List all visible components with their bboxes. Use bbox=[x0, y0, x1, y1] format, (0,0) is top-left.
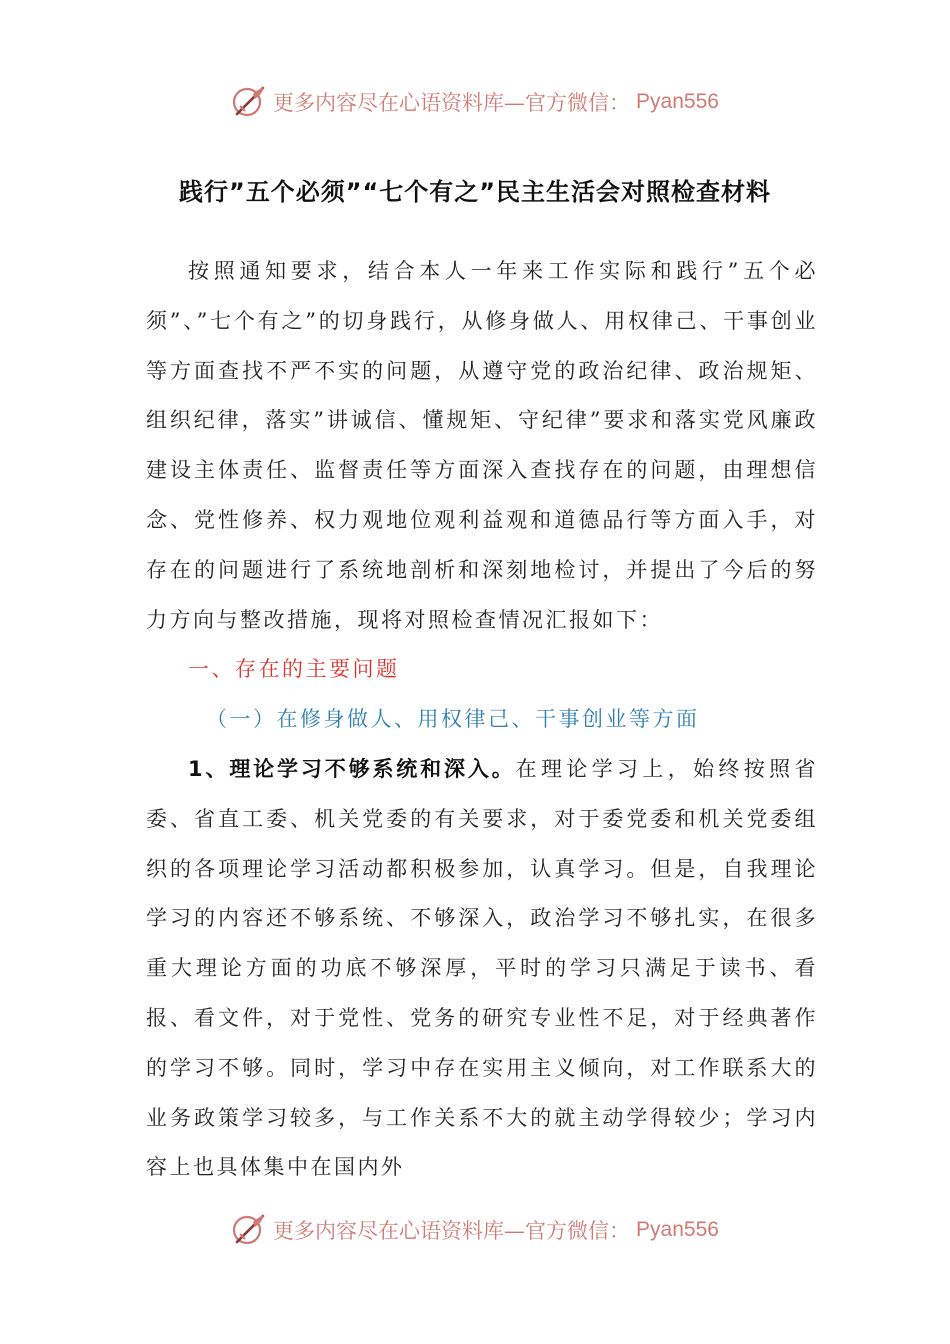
point-1-body: 在理论学习上，始终按照省委、省直工委、机关党委的有关要求，对于委党委和机关党委组织的各项理论学习活动都积极参加，认真学习。但是，自我理论学习的内容还不够系统、不够深入，政治学习不够扎实，在很多重大理论方面的功底不够深厚，平时的学习只满足于读书、看报、看文件，对于党性、党务的研究专业性不足，对于经典著作的学习不够。同时，学习中存在实用主义倾向，对工作联系大的业务政策学习较多，与工作关系不大的就主动学得较少；学习内容上也具体集中在国内外 bbox=[146, 756, 818, 1180]
quill-logo-icon bbox=[231, 84, 267, 120]
point-1-paragraph bbox=[146, 745, 818, 1193]
section-heading: 一、存在的主要问题 bbox=[188, 657, 400, 682]
header-banner-text: 更多内容尽在心语资料库—官方微信： bbox=[273, 91, 631, 115]
document-title: 践行”五个必须”“七个有之”民主生活会对照检查材料 bbox=[178, 178, 772, 206]
footer-wechat-id: Pyan556 bbox=[636, 1218, 719, 1241]
subsection-heading: （一）在修身做人、用权律己、干事创业等方面 bbox=[206, 707, 700, 732]
footer-banner-text: 更多内容尽在心语资料库—官方微信： bbox=[273, 1219, 631, 1243]
footer-banner bbox=[0, 1210, 950, 1250]
document-body bbox=[146, 247, 818, 1193]
intro-paragraph: 按照通知要求，结合本人一年来工作实际和践行”五个必须”、”七个有之”的切身践行，从修身做人、用权律己、干事创业等方面查找不严不实的问题，从遵守党的政治纪律、政治规矩、组织纪律，落实”讲诚信、懂规矩、守纪律”要求和落实党风廉政建设主体责任、监督责任等方面深入查找存在的问题，由理想信念、党性修养、权力观地位观利益观和道德品行等方面入手，对存在的问题进行了系统地剖析和深刻地检讨，并提出了今后的努力方向与整改措施，现将对照检查情况汇报如下： bbox=[146, 259, 818, 632]
header-wechat-id: Pyan556 bbox=[636, 90, 719, 113]
quill-logo-icon bbox=[231, 1212, 267, 1248]
header-banner bbox=[0, 82, 950, 122]
point-1-lead: 1、理论学习不够系统和深入。 bbox=[188, 756, 516, 781]
